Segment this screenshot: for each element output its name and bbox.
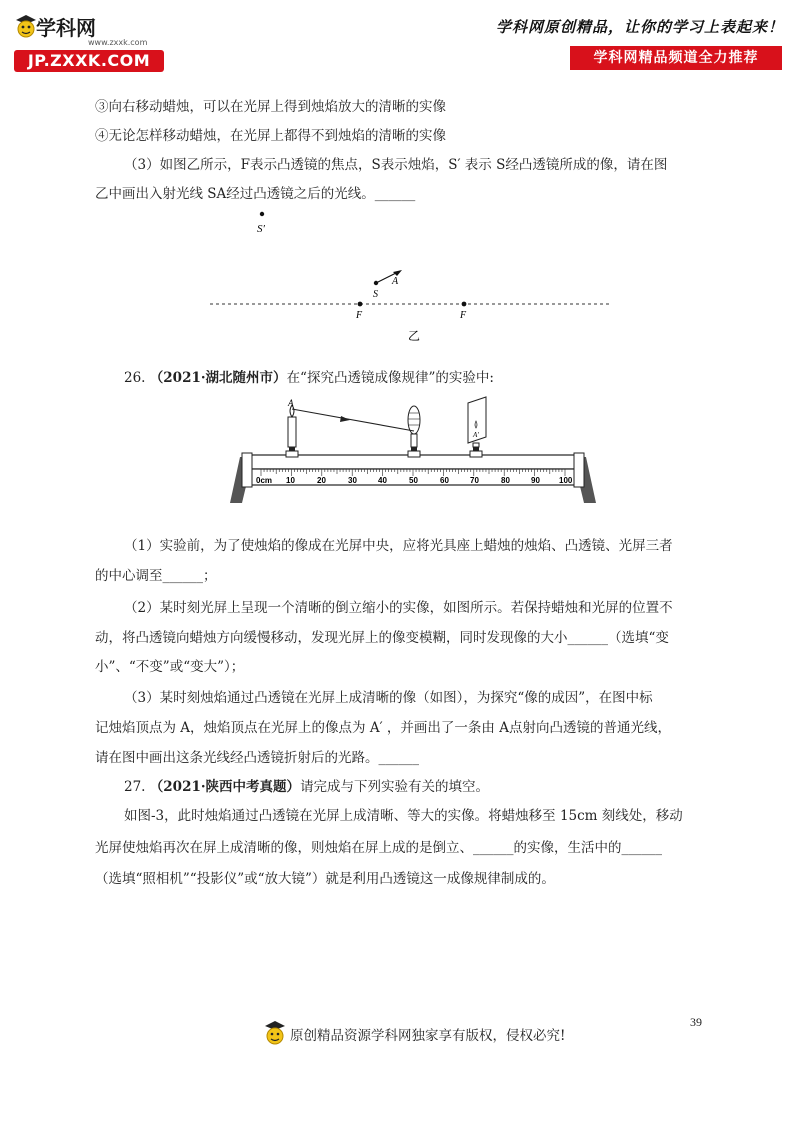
tick-label-50: 50 — [409, 476, 418, 485]
q26-source: （2021·湖北随州市） — [149, 370, 287, 386]
q27-heading — [124, 777, 489, 797]
rail-end-left — [242, 453, 252, 487]
q27-number: 27. — [124, 779, 146, 795]
q26-part2-line2: 动，将凸透镜向蜡烛方向缓慢移动，发现光屏上的像变模糊，同时发现像的大小______（选填“变 — [95, 630, 669, 646]
tick-label-60: 60 — [440, 476, 449, 485]
tick-label-90: 90 — [531, 476, 540, 485]
label-s: S — [373, 289, 378, 300]
q25-part3-line2: 乙中画出入射光线 SA经过凸透镜之后的光线。______ — [95, 186, 416, 202]
figure-yi — [200, 210, 620, 350]
convex-lens — [408, 406, 420, 457]
label-a: A — [392, 276, 399, 287]
q26-part2-line1: （2）某时刻光屏上呈现一个清晰的倒立缩小的实像，如图所示。若保持蜡烛和光屏的位置不 — [124, 600, 673, 616]
header-banner — [570, 46, 782, 70]
q26-part3-line1: （3）某时刻烛焰通过凸透镜在光屏上成清晰的像（如图），为探究“像的成因”，在图中标 — [124, 690, 653, 706]
q26-number: 26. — [124, 370, 146, 386]
footer-copyright: 原创精品资源学科网独家享有版权，侵权必究! — [290, 1028, 566, 1044]
focus-right — [462, 302, 467, 307]
q26-part3-line2: 记烛焰顶点为 A，烛焰顶点在光屏上的像点为 A′ ，并画出了一条由 A点射向凸透镜的普通光线， — [95, 720, 671, 736]
tick-label-30: 30 — [348, 476, 357, 485]
q26-part3-line3: 请在图中画出这条光线经凸透镜折射后的光路。______ — [95, 750, 419, 766]
q27-source: （2021·陕西中考真题） — [149, 779, 301, 795]
label-a-candle: A — [288, 398, 294, 408]
q25-option-4: ④无论怎样移动蜡烛，在光屏上都得不到烛焰的清晰的实像 — [95, 128, 446, 144]
figure-caption: 乙 — [408, 329, 421, 343]
tick-label-20: 20 — [317, 476, 326, 485]
label-f-right: F — [460, 310, 467, 321]
q27-line2: 光屏使烛焰再次在屏上成清晰的像，则烛焰在屏上成的是倒立、______的实像，生活中的______ — [95, 840, 662, 856]
page-number: 39 — [690, 1015, 702, 1029]
tick-label-40: 40 — [378, 476, 387, 485]
tick-label-80: 80 — [501, 476, 510, 485]
q27-line1: 如图-3，此时烛焰通过凸透镜在光屏上成清晰、等大的实像。将蜡烛移至 15cm 刻线处，移动 — [124, 808, 683, 824]
label-s-prime: S′ — [257, 223, 265, 235]
rail-end-right — [574, 453, 584, 487]
tick-label-0: 0cm — [256, 476, 273, 485]
q26-part1-line2: 的中心调至______； — [95, 568, 217, 584]
q27-intro: 请完成与下列实验有关的填空。 — [300, 779, 490, 795]
q26-intro: 在“探究凸透镜成像规律”的实验中: — [286, 370, 494, 386]
logo-subtext: www.zxxk.com — [88, 38, 148, 47]
logo-url: JP.ZXXK.COM — [27, 51, 151, 70]
header-slogan: 学科网原创精品，让你的学习上表起来！ — [495, 18, 784, 36]
q26-part1-line1: （1）实验前，为了使烛焰的像成在光屏中央，应将光具座上蜡烛的烛焰、凸透镜、光屏三者 — [124, 538, 673, 554]
header-banner-text: 学科网精品频道全力推荐 — [593, 50, 759, 66]
tick-label-10: 10 — [286, 476, 295, 485]
focus-left — [358, 302, 363, 307]
label-f-left: F — [356, 310, 363, 321]
mascot-icon — [262, 1018, 288, 1048]
point-s-prime — [260, 212, 264, 216]
q26-heading — [124, 368, 494, 388]
tick-label-70: 70 — [470, 476, 479, 485]
q25-part3-line1: （3）如图乙所示，F表示凸透镜的焦点，S表示烛焰，S′ 表示 S经凸透镜所成的像，请在图 — [124, 157, 668, 173]
incident-ray — [292, 409, 414, 431]
q27-line3: （选填“照相机”“投影仪”或“放大镜”）就是利用凸透镜这一成像规律制成的。 — [95, 871, 555, 887]
logo-name: 学科网 — [36, 16, 96, 40]
q26-part2-line3: 小”、“不变”或“变大”）； — [95, 659, 245, 675]
q25-option-3: ③向右移动蜡烛，可以在光屏上得到烛焰放大的清晰的实像 — [95, 99, 446, 115]
site-logo — [14, 12, 164, 74]
tick-label-100: 100 — [559, 476, 573, 485]
candle — [286, 405, 298, 457]
optical-bench-figure — [228, 395, 598, 510]
light-screen — [468, 397, 486, 457]
mascot-icon — [14, 12, 38, 42]
label-a-prime: A′ — [473, 431, 479, 439]
logo-url-bar — [14, 50, 164, 72]
